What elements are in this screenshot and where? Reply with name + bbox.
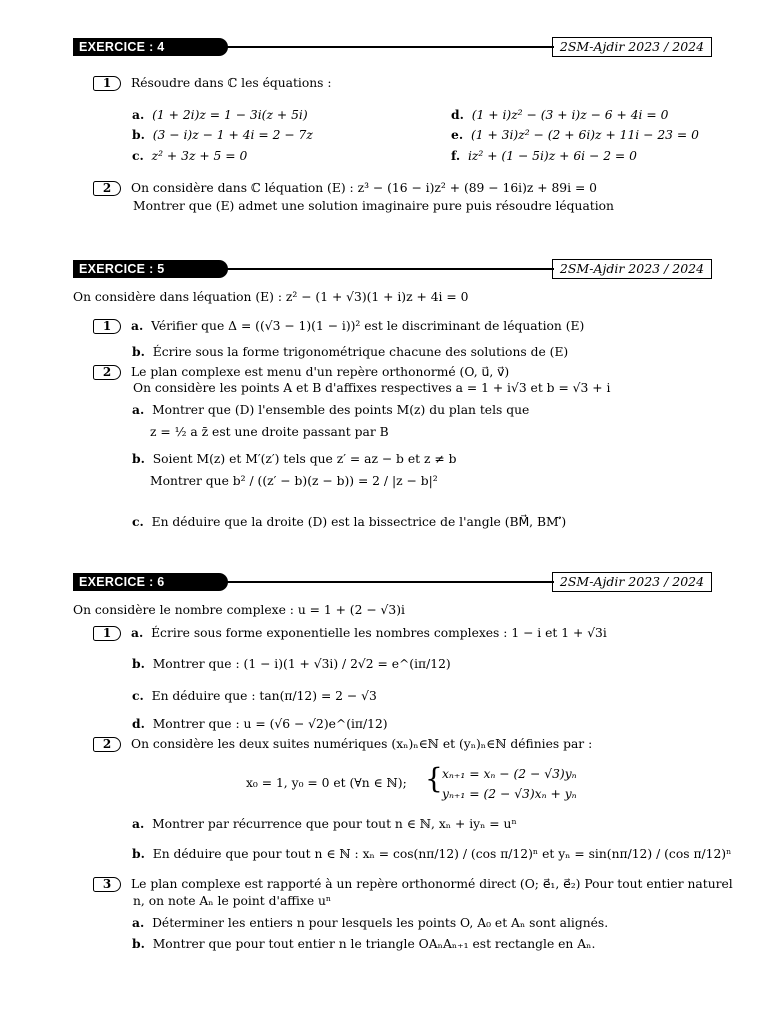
system-line-2: yₙ₊₁ = (2 − √3)xₙ + yₙ xyxy=(442,787,577,801)
question-text: On considère dans ℂ léquation (E) : z³ − (16 − i)z² + (89 − 16i)z + 89i = 0 xyxy=(131,181,598,195)
item-b: b. Montrer que pour tout entier n le triangle OAₙAₙ₊₁ est rectangle en Aₙ. xyxy=(132,936,596,951)
item-f: f. iz² + (1 − 5i)z + 6i − 2 = 0 xyxy=(451,148,637,163)
question-1: 1 a. Écrire sous forme exponentielle les nombres complexes : 1 − i et 1 + √3i xyxy=(93,625,607,641)
item-b: b. (3 − i)z − 1 + 4i = 2 − 7z xyxy=(132,127,313,142)
question-number: 2 xyxy=(93,737,121,752)
question-2 xyxy=(93,181,597,196)
item-a: a. Montrer que (D) l'ensemble des points M(z) du plan tels que xyxy=(132,402,530,417)
item-e: e. (1 + 3i)z² − (2 + 6i)z + 11i − 23 = 0 xyxy=(451,127,699,142)
item-b: b. Montrer que : (1 − i)(1 + √3i) / 2√2 = e^(iπ/12) xyxy=(132,656,451,671)
system-left: x₀ = 1, y₀ = 0 et (∀n ∈ ℕ); xyxy=(246,776,407,790)
question-text: Vérifier que Δ = ((√3 − 1)(1 − i))² est le discriminant de léquation (E) xyxy=(151,319,585,333)
system-brace: { xyxy=(425,762,443,795)
item-a: a. Déterminer les entiers n pour lesquels les points O, A₀ et Aₙ sont alignés. xyxy=(132,915,609,930)
question-number: 1 xyxy=(93,626,121,641)
question-number: 3 xyxy=(93,877,121,892)
system-line-1: xₙ₊₁ = xₙ − (2 − √3)yₙ xyxy=(442,767,577,781)
question-number: 2 xyxy=(93,365,121,380)
question-number: 1 xyxy=(93,76,121,91)
item-b: b. En déduire que pour tout n ∈ ℕ : xₙ = cos(nπ/12) / (cos π/12)ⁿ et yₙ = sin(nπ/12) / (cos π/12)ⁿ xyxy=(132,846,732,861)
question-2 xyxy=(93,365,509,380)
question-text: Montrer que (E) admet une solution imaginaire pure puis résoudre léquation xyxy=(133,199,614,213)
question-text: On considère les points A et B d'affixes respectives a = 1 + i√3 et b = √3 + i xyxy=(133,381,611,395)
class-badge: 2SM-Ajdir 2023 / 2024 xyxy=(552,37,712,57)
question-text: Écrire sous forme exponentielle les nombres complexes : 1 − i et 1 + √3i xyxy=(151,626,607,640)
question-3 xyxy=(93,877,733,892)
exercise-title: EXERCICE : 5 xyxy=(73,260,228,278)
question-text: Le plan complexe est menu d'un repère orthonormé (O, u⃗, v⃗) xyxy=(131,365,510,379)
question-number: 1 xyxy=(93,319,121,334)
exercise-title: EXERCICE : 4 xyxy=(73,38,228,56)
item-b: b. Écrire sous la forme trigonométrique chacune des solutions de (E) xyxy=(132,344,569,359)
item-c: c. En déduire que la droite (D) est la bissectrice de l'angle (BM⃗, BM′⃗) xyxy=(132,514,567,529)
intro-text: On considère dans léquation (E) : z² − (1 + √3)(1 + i)z + 4i = 0 xyxy=(73,290,469,304)
header-rule xyxy=(226,46,554,48)
item-a-formula: z = ½ a z̄ est une droite passant par B xyxy=(150,425,389,439)
question-text: Le plan complexe est rapporté à un repère orthonormé direct (O; e⃗₁, e⃗₂) Pour tout entier naturel xyxy=(131,877,733,891)
question-text: Résoudre dans ℂ les équations : xyxy=(131,76,332,90)
question-1: 1 a. Vérifier que Δ = ((√3 − 1)(1 − i))² est le discriminant de léquation (E) xyxy=(93,318,584,334)
item-c: c. z² + 3z + 5 = 0 xyxy=(132,148,248,163)
item-b: b. Soient M(z) et M′(z′) tels que z′ = az − b et z ≠ b xyxy=(132,451,457,466)
header-rule xyxy=(226,268,554,270)
class-badge: 2SM-Ajdir 2023 / 2024 xyxy=(552,259,712,279)
exercise-title: EXERCICE : 6 xyxy=(73,573,228,591)
question-text: On considère les deux suites numériques (xₙ)ₙ∈ℕ et (yₙ)ₙ∈ℕ définies par : xyxy=(131,737,593,751)
question-1 xyxy=(93,76,332,91)
item-d: d. Montrer que : u = (√6 − √2)e^(iπ/12) xyxy=(132,716,388,731)
question-text: n, on note Aₙ le point d'affixe uⁿ xyxy=(133,894,332,908)
item-a: a. Montrer par récurrence que pour tout n ∈ ℕ, xₙ + iyₙ = uⁿ xyxy=(132,816,517,831)
intro-text: On considère le nombre complexe : u = 1 + (2 − √3)i xyxy=(73,603,405,617)
item-b-formula: Montrer que b² / ((z′ − b)(z − b)) = 2 / |z − b|² xyxy=(150,474,438,488)
item-d: d. (1 + i)z² − (3 + i)z − 6 + 4i = 0 xyxy=(451,107,669,122)
class-badge: 2SM-Ajdir 2023 / 2024 xyxy=(552,572,712,592)
item-c: c. En déduire que : tan(π/12) = 2 − √3 xyxy=(132,688,377,703)
question-number: 2 xyxy=(93,181,121,196)
header-rule xyxy=(226,581,554,583)
item-a: a. (1 + 2i)z = 1 − 3i(z + 5i) xyxy=(132,107,308,122)
question-2 xyxy=(93,737,592,752)
